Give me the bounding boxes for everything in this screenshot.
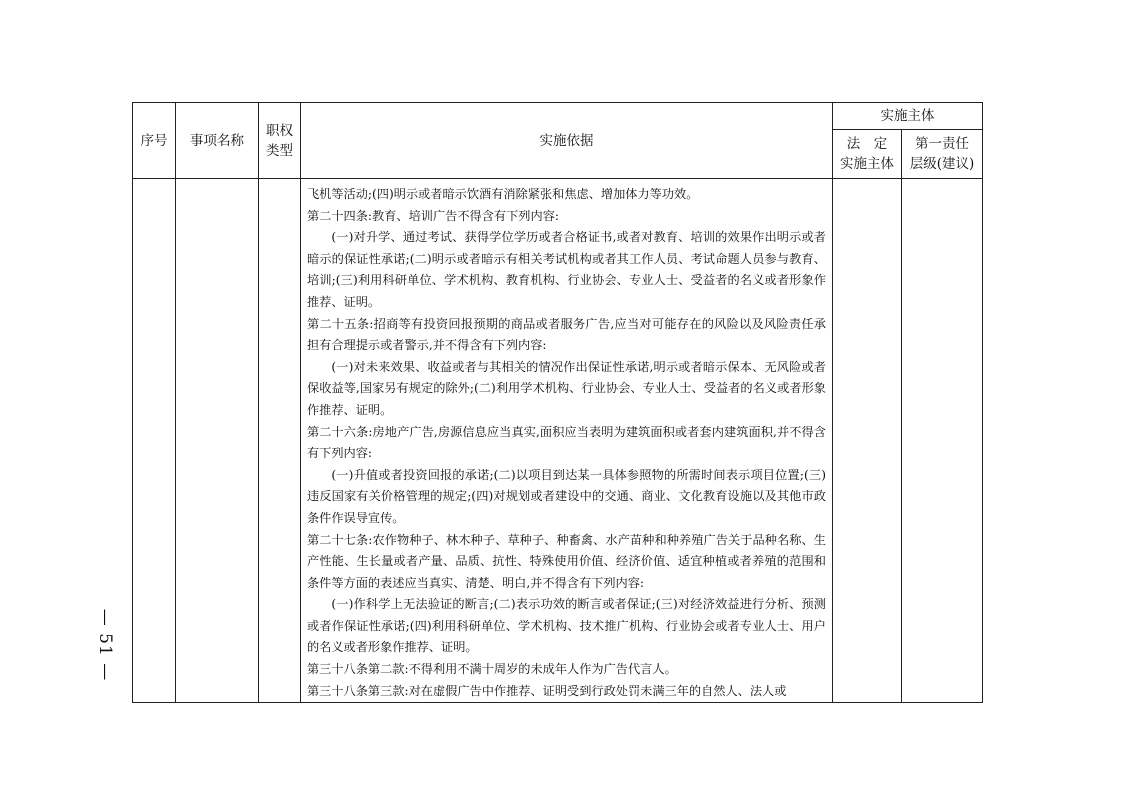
cell-power-type [259, 179, 301, 703]
basis-paragraph: (一)作科学上无法验证的断言;(二)表示功效的断言或者保证;(三)对经济效益进行分析、预测或者作保证性承诺;(四)利用科研单位、学术机构、技术推广机构、行业协会或者专业人士、用户的名义或者形象作推荐、证明。 [307, 597, 826, 655]
basis-paragraph: (一)对未来效果、收益或者与其相关的情况作出保证性承诺,明示或者暗示保本、无风险或者保收益等,国家另有规定的除外;(二)利用学术机构、行业协会、专业人士、受益者的名义或者形象作推荐、证明。 [307, 359, 826, 417]
cell-seq [133, 179, 176, 703]
cell-basis [301, 179, 833, 703]
cell-first-responsibility [902, 179, 983, 703]
page-number: — 51 — [95, 608, 116, 682]
col-header-power-type: 职权 类型 [259, 103, 301, 179]
col-header-legal-subject: 法 定 实施主体 [833, 130, 902, 179]
cell-legal-subject [833, 179, 902, 703]
basis-paragraph: 第二十四条:教育、培训广告不得含有下列内容: [307, 208, 559, 223]
basis-paragraph: 第三十八条第二款:不得利用不满十周岁的未成年人作为广告代言人。 [307, 662, 677, 677]
cell-item-name [176, 179, 259, 703]
basis-paragraph: 第三十八条第三款:对在虚假广告中作推荐、证明受到行政处罚未满三年的自然人、法人或 [307, 683, 787, 698]
basis-text [307, 184, 826, 702]
basis-paragraph: (一)升值或者投资回报的承诺;(二)以项目到达某一具体参照物的所需时间表示项目位置;(三)违反国家有关价格管理的规定;(四)对规划或者建设中的交通、商业、文化教育设施以及其他市政条件作误导宣传。 [307, 467, 826, 525]
power-list-table [132, 102, 983, 703]
col-header-item-name: 事项名称 [176, 103, 259, 179]
col-header-first-responsibility: 第一责任 层级(建议) [902, 130, 983, 179]
col-header-basis: 实施依据 [301, 103, 833, 179]
basis-paragraph: 第二十七条:农作物种子、林木种子、草种子、种畜禽、水产苗种和种养殖广告关于品种名称、生产性能、生长量或者产量、品质、抗性、特殊使用价值、经济价值、适宜种植或者养殖的范围和条件等方面的表述应当真实、清楚、明白,并不得含有下列内容: [307, 532, 826, 590]
basis-paragraph: (一)对升学、通过考试、获得学位学历或者合格证书,或者对教育、培训的效果作出明示或者暗示的保证性承诺;(二)明示或者暗示有相关考试机构或者其工作人员、考试命题人员参与教育、培训;(三)利用科研单位、学术机构、教育机构、行业协会、专业人士、受益者的名义或者形象作推荐、证明。 [307, 230, 826, 309]
col-header-seq: 序号 [133, 103, 176, 179]
basis-paragraph: 第二十五条:招商等有投资回报预期的商品或者服务广告,应当对可能存在的风险以及风险责任承担有合理提示或者警示,并不得含有下列内容: [307, 316, 826, 353]
basis-paragraph: 第二十六条:房地产广告,房源信息应当真实,面积应当表明为建筑面积或者套内建筑面积,并不得含有下列内容: [307, 424, 826, 461]
basis-paragraph: 飞机等活动;(四)明示或者暗示饮酒有消除紧张和焦虑、增加体力等功效。 [307, 187, 699, 201]
col-header-subject-group: 实施主体 [833, 103, 983, 130]
